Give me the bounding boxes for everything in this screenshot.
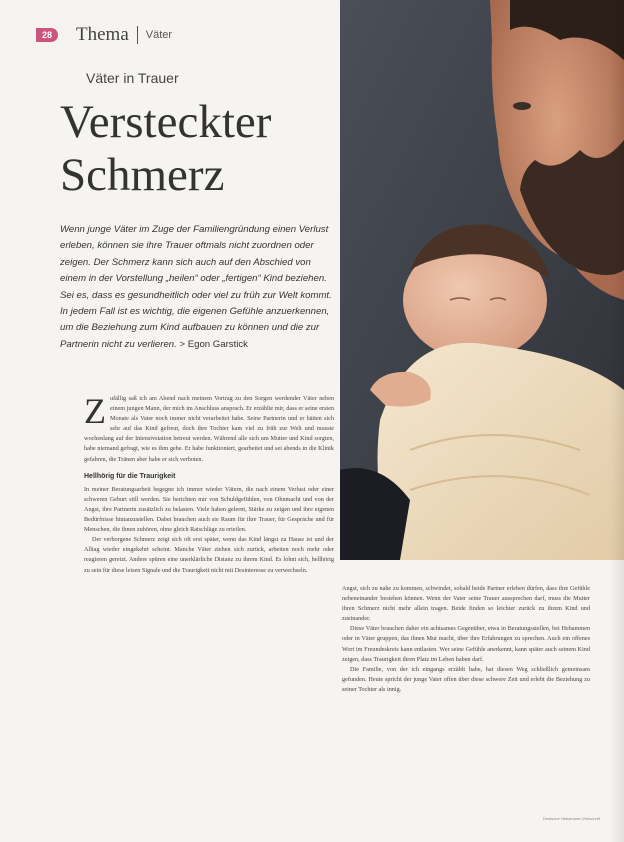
body-paragraph: In meiner Beratungsarbeit begegne ich immer wieder Vätern, die nach einem Verlust oder einer schweren Geburt still werden. Sie berichten mir von Schuldgefühlen, von Ohnmacht und von der Angst, ihre Partnerin zusätzlich zu belasten. Viele haben gelernt, Stärke zu zeigen und ihre eigenen Bedürfnisse hintanzustellen. Dabei brauchen auch sie Raum für ihre Trauer, für Gespräche und für Menschen, die ihnen zuhören, ohne gleich Ratschläge zu erteilen. — [84, 485, 334, 534]
article-author: > Egon Garstick — [179, 338, 248, 350]
lead-text: Wenn junge Väter im Zuge der Familiengründung einen Verlust erleben, können sie ihre Trauer oftmals nicht zuordnen oder zeigen. Der Schmerz kann sich auch auf den Abschied von einem in der Vorstellung „heilen“ oder „fertigen“ Kind beziehen. Sei es, dass es gesundheitlich oder viel zu früh zur Welt kommt. In jedem Fall ist es wichtig, die eigenen Gefühle anzuerkennen, um die Beziehung zum Kind aufbauen zu können und die zur Partnerin nicht zu verlieren. — [60, 224, 332, 350]
title-line-1: Versteckter — [60, 96, 272, 148]
title-line-2: Schmerz — [60, 149, 225, 201]
body-paragraph: Der verborgene Schmerz zeigt sich oft erst später, wenn das Kind längst zu Hause ist und der Alltag wieder eingekehrt scheint. Manche Väter ziehen sich zurück, arbeiten noch mehr oder reagieren gereizt. Andere spüren eine unerklärliche Distanz zu ihrem Kind. Es lohnt sich, hellhörig zu sein für diese leisen Signale und die Traurigkeit nicht mit Desinteresse zu verwechseln. — [84, 536, 334, 574]
header-divider — [137, 26, 138, 44]
subheading: Hellhörig für die Traurigkeit — [84, 472, 176, 480]
article-title — [60, 96, 340, 202]
photo-illustration — [340, 0, 624, 560]
page-number-badge: 28 — [36, 28, 58, 42]
subsection-title: Väter — [145, 29, 173, 41]
body-paragraph: Angst, sich zu nahe zu kommen, schwindet, sobald beide Partner erleben dürfen, dass ihre Gefühle nebeneinander bestehen können. Wenn der Vater seine Trauer aussprechen darf, muss die Mutter ihren Schmerz nicht mehr allein tragen. Beide finden so leichter zurück zu ihrem Kind und zueinander. — [342, 585, 590, 623]
dropcap: Z — [84, 391, 106, 431]
intro-paragraph: ufällig saß ich am Abend nach meinem Vortrag zu den Sorgen werdender Väter neben einem jungen Mann, der mich im Anschluss ansprach. Er erzählte mir, dass er seine ersten Monate als Vater noch immer nicht verarbeitet habe. Seine Partnerin und er hätten sich sehr auf das Kind gefreut, doch ihre Tochter kam viel zu früh zur Welt und musste wochenlang auf der Intensivstation betreut werden. Während alle sich um Mutter und Kind sorgten, habe niemand gefragt, wie es ihm gehe. Er habe funktioniert, gearbeitet und sei abends in die Klinik gefahren, die Tränen aber habe er sich verboten. — [84, 395, 334, 463]
father-with-newborn-photo — [340, 0, 624, 560]
body-paragraph: Die Familie, von der ich eingangs erzählt habe, hat diesen Weg schließlich gemeinsam gefunden. Heute spricht der junge Vater offen über diese schwere Zeit und erlebt die Beziehung zu seiner Tochter als innig. — [342, 665, 590, 693]
page-fold-shadow — [610, 0, 624, 842]
page-footer: Deutsche Hebammen Zeitschrift — [542, 816, 600, 821]
article-lead — [60, 222, 334, 353]
page-header — [36, 24, 172, 46]
body-column-1 — [84, 391, 334, 576]
body-paragraph: Diese Väter brauchen daher ein achtsames Gegenüber, etwa in Beratungsstellen, bei Hebammen oder in Väter gruppen, das ihnen Mut macht, über ihre Erfahrungen zu sprechen. Auch ein offenes Wort im Freundeskreis kann entlasten. Wer seine Gefühle anerkennt, kann später auch seinem Kind zeigen, dass Traurigkeit ihren Platz im Leben haben darf. — [342, 625, 590, 663]
section-title: Thema — [76, 24, 129, 45]
body-column-2 — [342, 584, 590, 695]
article-kicker: Väter in Trauer — [86, 70, 179, 86]
